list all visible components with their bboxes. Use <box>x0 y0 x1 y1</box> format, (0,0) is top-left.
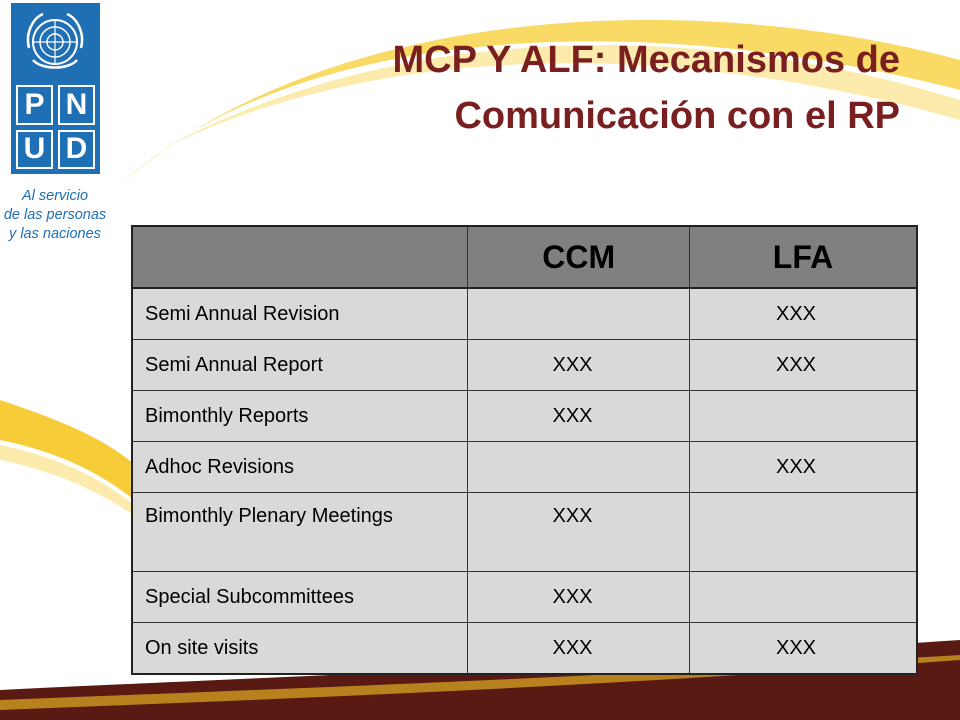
logo-letter-d: D <box>58 130 95 170</box>
row-label: Special Subcommittees <box>132 572 468 623</box>
header-lfa: LFA <box>689 226 917 288</box>
row-label: Semi Annual Report <box>132 340 468 391</box>
lfa-cell <box>689 391 917 442</box>
slide-title-line-1: MCP Y ALF: Mecanismos de <box>392 39 900 81</box>
slide-title <box>250 32 900 144</box>
logo-letter-p: P <box>16 85 53 125</box>
table-row <box>132 391 917 442</box>
row-label: On site visits <box>132 623 468 675</box>
undp-letter-grid <box>16 85 95 169</box>
lfa-cell: XXX <box>689 623 917 675</box>
slide-title-line-2: Comunicación con el RP <box>454 95 900 137</box>
tagline-line-2: de las personas <box>3 207 107 223</box>
header-blank <box>132 226 468 288</box>
lfa-cell <box>689 493 917 572</box>
table-row <box>132 340 917 391</box>
mechanisms-table <box>131 225 918 675</box>
tagline-line-1: Al servicio <box>21 188 89 204</box>
row-label: Adhoc Revisions <box>132 442 468 493</box>
ccm-cell: XXX <box>468 572 690 623</box>
logo-letter-u: U <box>16 130 53 170</box>
ccm-cell: XXX <box>468 623 690 675</box>
row-label: Bimonthly Reports <box>132 391 468 442</box>
lfa-cell: XXX <box>689 288 917 340</box>
ccm-cell <box>468 442 690 493</box>
row-label: Bimonthly Plenary Meetings <box>132 493 468 572</box>
row-label: Semi Annual Revision <box>132 288 468 340</box>
logo-letter-n: N <box>58 85 95 125</box>
ccm-cell: XXX <box>468 391 690 442</box>
table-header-row <box>132 226 917 288</box>
ccm-cell: XXX <box>468 493 690 572</box>
header-ccm: CCM <box>468 226 690 288</box>
table-row <box>132 288 917 340</box>
logo-tagline <box>0 187 110 244</box>
tagline-line-3: y las naciones <box>9 226 101 242</box>
lfa-cell <box>689 572 917 623</box>
table-row <box>132 442 917 493</box>
undp-logo <box>11 3 100 174</box>
lfa-cell: XXX <box>689 340 917 391</box>
un-emblem-icon <box>19 8 91 78</box>
table-row <box>132 572 917 623</box>
lfa-cell: XXX <box>689 442 917 493</box>
ccm-cell: XXX <box>468 340 690 391</box>
table-row <box>132 493 917 572</box>
table-row <box>132 623 917 675</box>
ccm-cell <box>468 288 690 340</box>
